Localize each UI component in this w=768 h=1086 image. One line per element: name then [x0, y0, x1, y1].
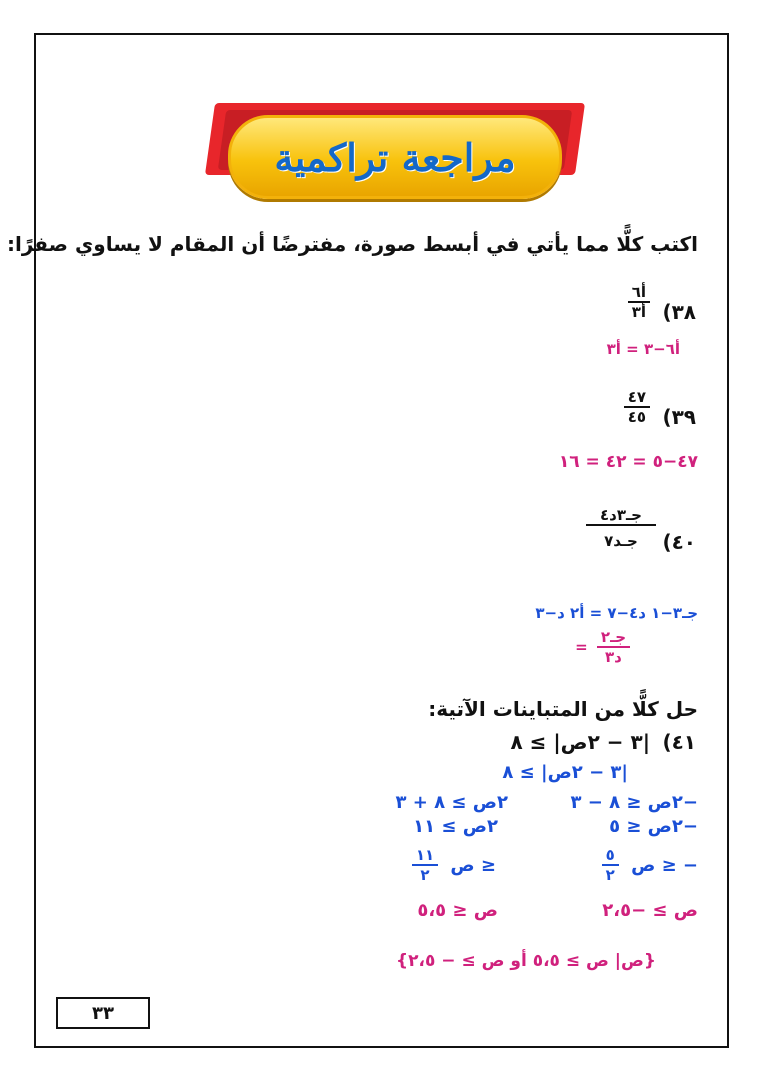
- problem-41-right-step1: ٢ص ≥ ٨ + ٣: [395, 792, 508, 813]
- problem-41-right-step3-var: ص ≥: [450, 854, 496, 876]
- problem-41-left-step3-var: ص ≥ −: [631, 854, 698, 876]
- problem-41-left-step1: −٢ص ≤ ٨ − ٣: [570, 792, 698, 813]
- problem-38-numerator: أ٦: [628, 283, 650, 303]
- problem-41-right-step3: [412, 846, 496, 884]
- problem-41-left-result: ص ≥ −٢،٥: [602, 900, 698, 921]
- problem-39-fraction: [624, 388, 650, 426]
- problem-40-result-denominator: د٣: [605, 648, 622, 666]
- problem-40-solution-result: [575, 628, 630, 666]
- page-title: مراجعة تراكمية: [274, 134, 516, 180]
- problem-38-denominator: أ٣: [631, 303, 646, 321]
- problem-41-number: ٤١): [662, 730, 696, 754]
- problem-40-equals: =: [575, 638, 588, 656]
- problem-41-left-step3: [602, 846, 698, 884]
- problem-40-result-numerator: جـ٢: [597, 628, 630, 648]
- problem-38-fraction: [628, 283, 650, 321]
- problem-41-answer: {ص| ص ≥ ٥،٥ أو ص ≥ − ٢،٥}: [396, 951, 656, 971]
- problem-40-solution-step: جـ٣−١ د٤−٧ = أ٢ د−٣: [535, 604, 698, 622]
- problem-39-numerator: ٤٧: [624, 388, 650, 408]
- problem-40-denominator: جـد٧: [604, 532, 638, 550]
- page-number: ٣٣: [92, 1002, 114, 1024]
- problem-38-solution: أ٦−٣ = أ٣: [606, 340, 680, 358]
- problem-41-left-step3-denominator: ٢: [605, 866, 615, 884]
- problem-40-fraction: [586, 506, 656, 550]
- problem-38-number: ٣٨): [662, 300, 696, 324]
- problem-41-step-abs: |٣ − ٢ص| ≥ ٨: [502, 762, 628, 783]
- instruction-inequalities: حل كلًّا من المتباينات الآتية:: [428, 697, 698, 721]
- instruction-simplify: اكتب كلًّا مما يأتي في أبسط صورة، مفترضًا أن المقام لا يساوي صفرًا:: [6, 232, 698, 256]
- problem-39-number: ٣٩): [662, 405, 696, 429]
- problem-41-left-step3-numerator: ٥: [602, 846, 619, 866]
- problem-40-numerator: جـ٣د٤: [586, 506, 656, 526]
- problem-41-right-result: ص ≤ ٥،٥: [417, 900, 498, 921]
- problem-39-solution: ٤٧−٥ = ٤٢ = ١٦: [558, 452, 698, 472]
- page-number-box: [56, 997, 150, 1029]
- problem-41-right-step3-denominator: ٢: [420, 866, 430, 884]
- problem-41-left-step2: −٢ص ≤ ٥: [609, 816, 698, 837]
- problem-39-denominator: ٤٥: [627, 408, 646, 426]
- problem-40-number: ٤٠): [662, 530, 696, 554]
- problem-41-right-step2: ٢ص ≥ ١١: [413, 816, 498, 837]
- title-banner: [228, 115, 562, 199]
- problem-41-inequality: |٣ − ٢ص| ≥ ٨: [510, 730, 650, 754]
- problem-41-right-step3-numerator: ١١: [412, 846, 438, 866]
